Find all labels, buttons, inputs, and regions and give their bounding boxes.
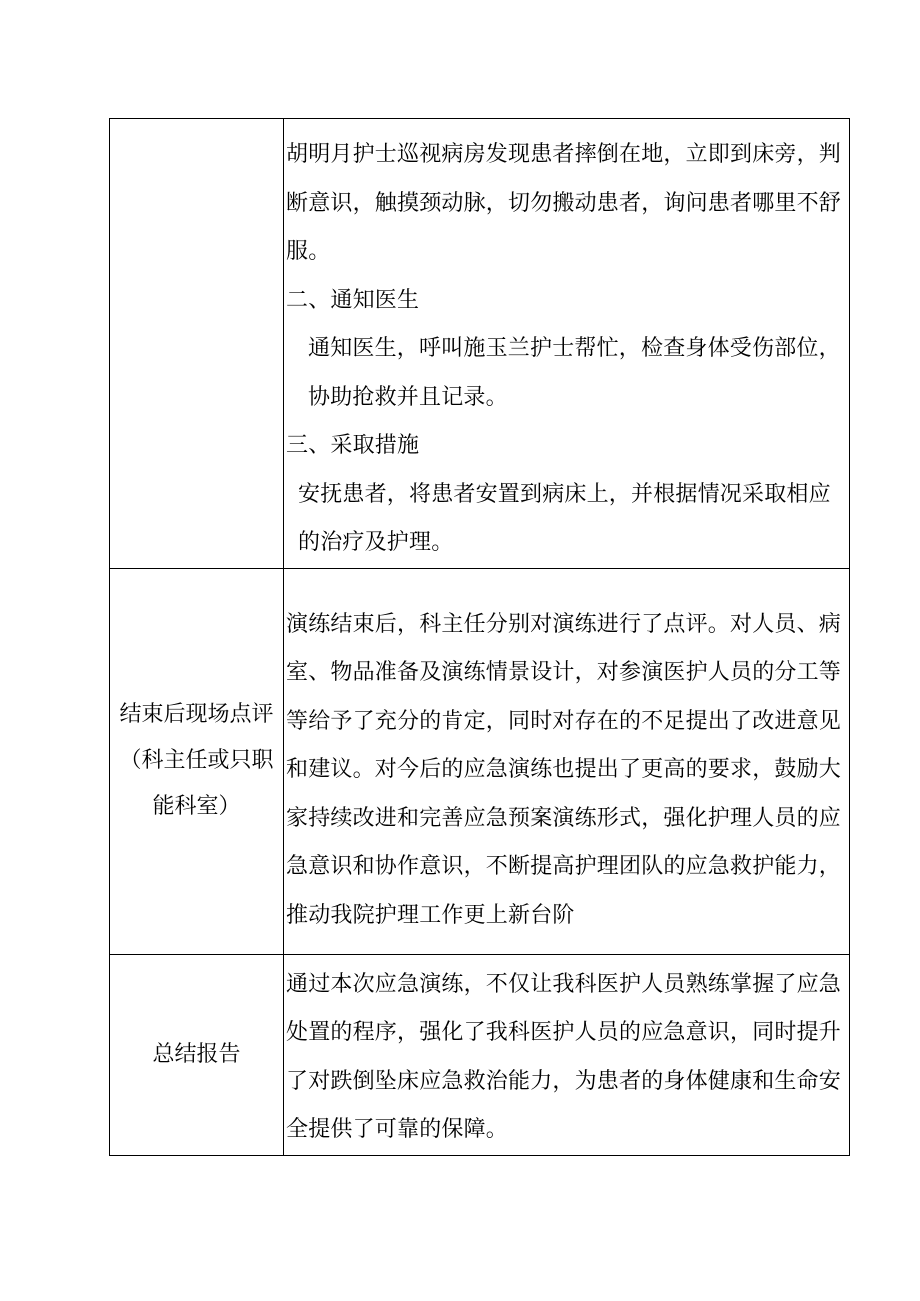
row-content-cell	[284, 568, 850, 954]
content-paragraph: 通过本次应急演练，不仅让我科医护人员熟练掌握了应急处置的程序，强化了我科医护人员的应急意识，同时提升了对跌倒坠床应急救治能力，为患者的身体健康和生命安全提供了可靠的保障。	[286, 971, 842, 1142]
row-content-cell	[284, 119, 850, 569]
row-label-cell-empty	[110, 119, 284, 569]
section-heading-take-measures: 三、采取措施	[286, 433, 420, 458]
report-table	[109, 118, 850, 1156]
content-paragraph: 演练结束后，科主任分别对演练进行了点评。对人员、病室、物品准备及演练情景设计，对参演医护人员的分工等等给予了充分的肯定，同时对存在的不足提出了改进意见和建议。对今后的应急演练也提出了更高的要求，鼓励大家持续改进和完善应急预案演练形式，强化护理人员的应急意识和协作意识，不断提高护理团队的应急救护能力，推动我院护理工作更上新台阶	[286, 611, 842, 928]
row-label-line: 结束后现场点评	[119, 702, 274, 727]
content-paragraph: 通知医生，呼叫施玉兰护士帮忙，检查身体受伤部位，协助抢救并且记录。	[308, 336, 841, 410]
row-label-line: 能科室）	[152, 794, 241, 819]
table-row-summary-report	[110, 954, 850, 1155]
row-label-line: 总结报告	[152, 1041, 241, 1067]
content-paragraph: 安抚患者，将患者安置到病床上，并根据情况采取相应的治疗及护理。	[298, 481, 831, 555]
row-content-cell	[284, 954, 850, 1155]
row-label-cell	[110, 954, 284, 1155]
table-row-response-steps	[110, 119, 850, 569]
section-heading-notify-doctor: 二、通知医生	[286, 287, 420, 313]
table-row-onsite-review	[110, 568, 850, 954]
content-paragraph: 胡明月护士巡视病房发现患者摔倒在地，立即到床旁，判断意识，触摸颈动脉，切勿搬动患者，询问患者哪里不舒服。	[286, 142, 842, 264]
row-label-line: （科主任或只职	[119, 748, 274, 773]
row-label-cell	[110, 568, 284, 954]
